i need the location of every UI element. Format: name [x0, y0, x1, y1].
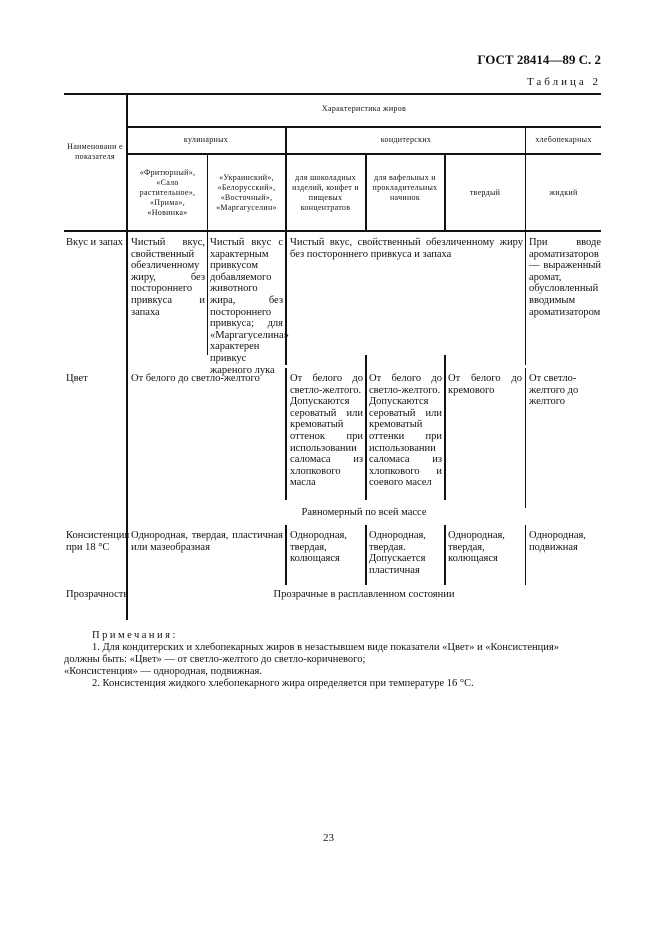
column-divider	[285, 525, 287, 585]
document-reference: ГОСТ 28414—89 С. 2	[477, 52, 601, 67]
column-divider	[444, 355, 446, 500]
row-name-transparency: Прозрачность	[66, 589, 129, 600]
subcolumn-header: твердый	[469, 188, 501, 197]
subcolumn-header: для вафельных и прокладительных начинок	[372, 173, 438, 202]
cell: Однородная, твердая. Допускается пластичная	[369, 530, 426, 576]
cell: Однородная, твердая, колющаяся	[448, 530, 505, 565]
cell: От белого до кремового	[448, 373, 522, 396]
group-confectionery: кондитерских	[380, 135, 432, 144]
cell: Однородная, твердая, пластичная или мазеобразная	[131, 530, 283, 553]
cell: От белого до светло-желтого. Допускаются сероватый или кремоватый оттенки при использовании саломаса из хлопкового и соевого масел	[369, 373, 442, 489]
cell: Однородная, подвижная	[529, 530, 586, 553]
column-divider	[525, 525, 526, 585]
column-divider	[525, 126, 526, 365]
cell: От белого до светло-желтого. Допускаются сероватый или кремоватый оттенок при использовании саломаса из хлопкового масла	[290, 373, 363, 489]
page-number: 23	[323, 832, 334, 844]
cell: При вводе ароматизаторов — выраженный аромат, обусловленный вводимым ароматизатором	[529, 237, 601, 318]
row-name-color: Цвет	[66, 373, 88, 384]
subcolumn-header: для шоколадных изделий, конфет и пищевых концентратов	[292, 173, 359, 212]
header-rule-2	[127, 153, 601, 155]
column-divider	[207, 153, 208, 355]
group-bakery: хлебопекарных	[535, 135, 592, 144]
cell: От белого до светло-желтого	[131, 373, 260, 384]
column-header-name: Наименовани е показателя	[67, 142, 123, 161]
cell: Чистый вкус с характерным привкусом добавляемого животного жира, без постороннего привкуса; для «Маргагуселина» характерен привкус жареного лука	[210, 237, 289, 376]
note-1-cont: должны быть: «Цвет» — от светло-желтого до светло-коричневого;	[64, 654, 366, 665]
subcolumn-header: жидкий	[549, 188, 578, 197]
group-culinary: кулинарных	[183, 135, 229, 144]
note-1: 1. Для кондитерских и хлебопекарных жиров в незастывшем виде показатели «Цвет» и «Консистенция»	[92, 642, 559, 653]
header-rule-1	[127, 126, 601, 128]
note-1-cont: «Консистенция» — однородная, подвижная.	[64, 666, 263, 677]
cell: Однородная, твердая, колющаяся	[290, 530, 347, 565]
note-2: 2. Консистенция жидкого хлебопекарного жира определяется при температуре 16 °С.	[92, 678, 474, 689]
column-divider	[365, 525, 367, 585]
cell: Чистый вкус, свойственный обезличенному жиру без постороннего привкуса и запаха	[290, 237, 523, 260]
column-divider	[525, 368, 526, 508]
cell-uniform: Равномерный по всей массе	[301, 507, 427, 518]
header-bottom-rule	[64, 230, 601, 232]
row-name-consistency: Консистенция при 18 °С	[66, 530, 130, 553]
cell: От светло-желтого до желтого	[529, 373, 579, 408]
cell: Чистый вкус, свойственный обезличенному жиру, без постороннего привкуса и запаха	[131, 237, 205, 318]
column-divider	[285, 368, 287, 500]
subcolumn-header: «Украинский», «Белорусский», «Восточный», «Маргагуселин»	[216, 173, 277, 212]
table-label: Таблица 2	[526, 76, 601, 88]
row-name-taste: Вкус и запах	[66, 237, 123, 248]
column-divider	[365, 355, 367, 500]
notes-title: Примечания:	[92, 630, 178, 641]
subcolumn-header: «Фритюрный», «Сало растительное», «Прима», «Новинка»	[139, 168, 196, 217]
group-header: Характеристика жиров	[321, 104, 407, 113]
column-divider	[444, 525, 446, 585]
table-top-rule	[64, 93, 601, 95]
cell-transparency: Прозрачные в расплавленном состоянии	[273, 589, 455, 600]
